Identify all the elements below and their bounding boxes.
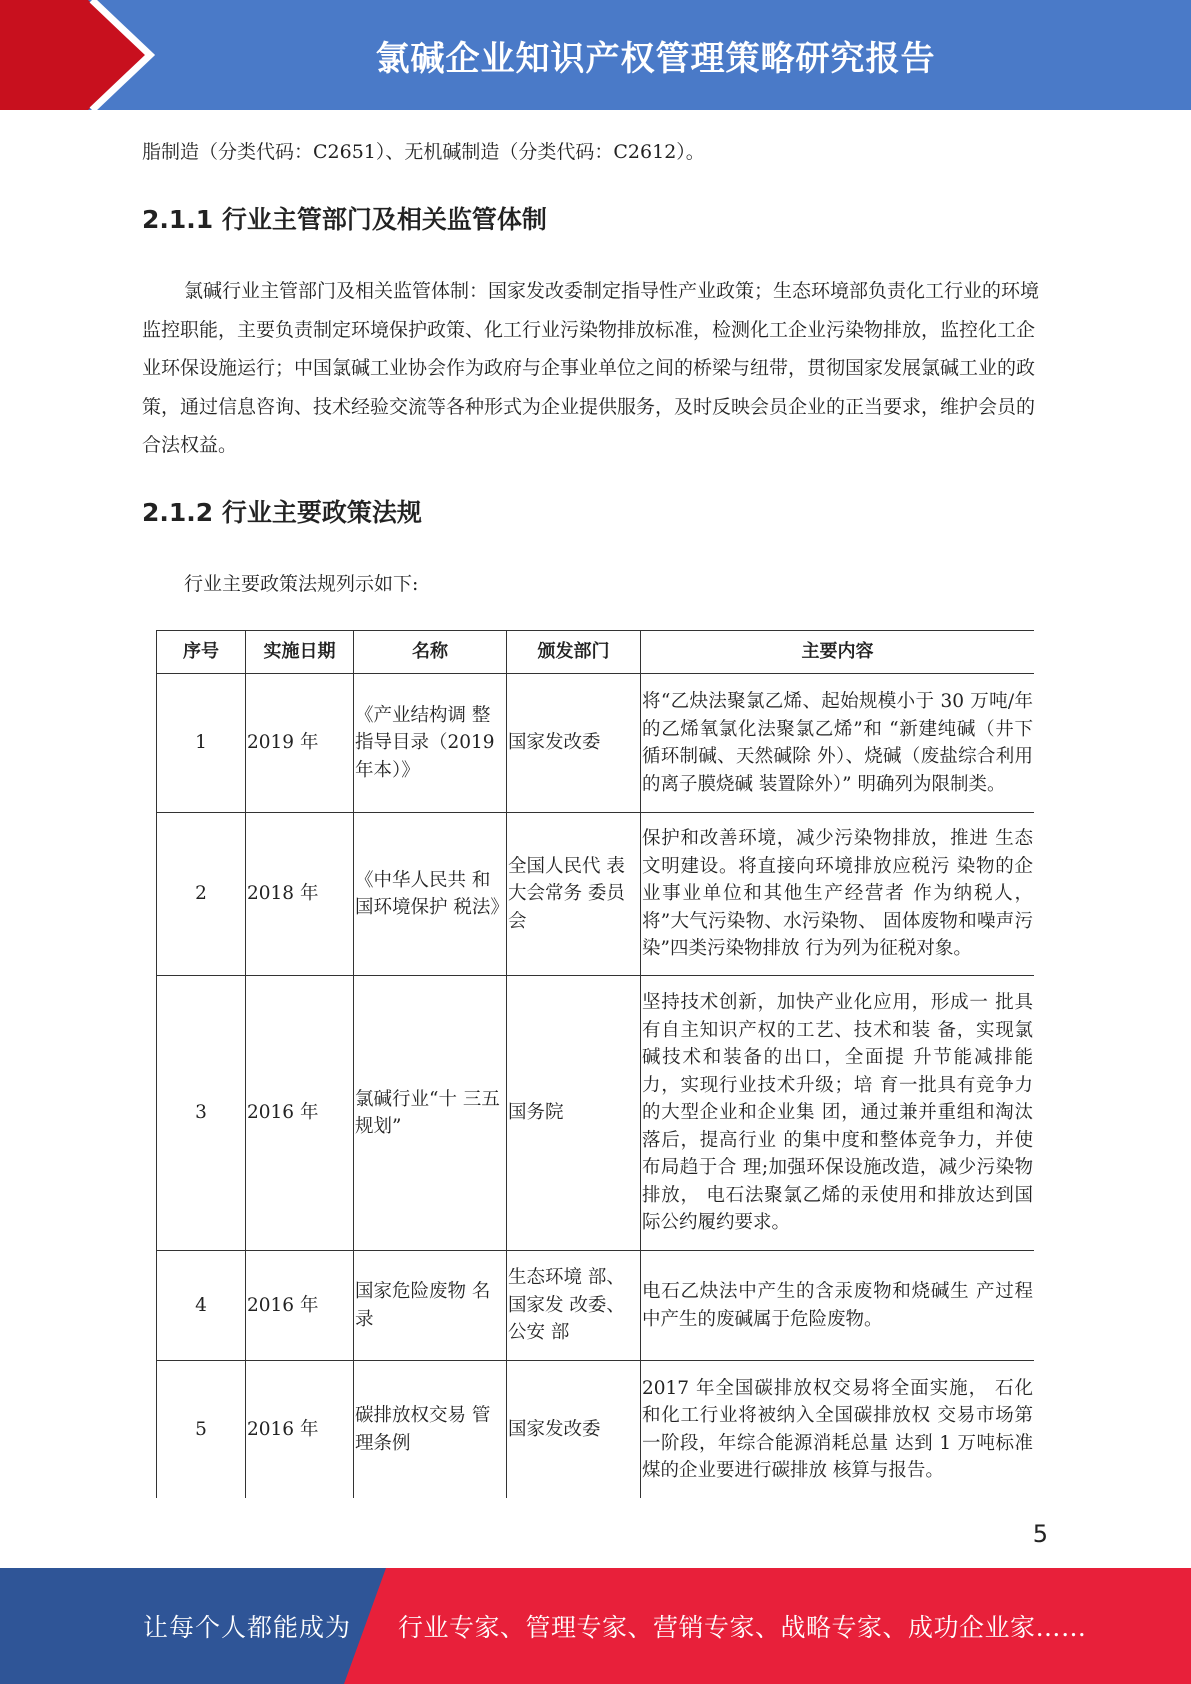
column-header-content: 主要内容 <box>641 631 1035 674</box>
cell-content: 2017 年全国碳排放权交易将全面实施， 石化和化工行业将被纳入全国碳排放权 交易市场第一阶段，年综合能源消耗总量 达到 1 万吨标准煤的企业要进行碳排放 核算与报告。 <box>641 1361 1035 1499</box>
section-2-1-2-lead: 行业主要政策法规列示如下: <box>184 573 419 595</box>
cell-date: 2016 年 <box>246 1361 354 1499</box>
cell-date: 2016 年 <box>246 976 354 1251</box>
section-2-1-1-body: 氯碱行业主管部门及相关监管体制：国家发改委制定指导性产业政策；生态环境部负责化工行业的环境监控职能，主要负责制定环境保护政策、化工行业污染物排放标准，检测化工企业污染物排放，监控化工企业环保设施运行；中国氯碱工业协会作为政府与企事业单位之间的桥梁与纽带，贯彻国家发展氯碱工业的政策，通过信息咨询、技术经验交流等各种形式为企业提供服务，及时反映会员企业的正当要求，维护会员的合法权益。 <box>142 280 1040 456</box>
footer-slogan-right: 行业专家、管理专家、营销专家、战略专家、成功企业家…… <box>398 1613 1087 1642</box>
cell-dept: 国务院 <box>507 976 641 1251</box>
cell-dept: 全国人民代 表大会常务 委员会 <box>507 813 641 976</box>
cell-dept: 国家发改委 <box>507 674 641 813</box>
table-row <box>157 976 1035 1251</box>
policy-table <box>156 630 1034 1498</box>
table-header-row <box>157 631 1035 674</box>
intro-line: 脂制造（分类代码：C2651）、无机碱制造（分类代码：C2612）。 <box>142 141 705 163</box>
policy-table-wrapper <box>156 630 1034 1498</box>
cell-date: 2019 年 <box>246 674 354 813</box>
cell-name: 《产业结构调 整指导目录（2019 年本）》 <box>354 674 507 813</box>
cell-no: 4 <box>157 1251 246 1361</box>
cell-content: 保护和改善环境，减少污染物排放，推进 生态文明建设。将直接向环境排放应税污 染物的企业事业单位和其他生产经营者 作为纳税人，将”大气污染物、水污染物、 固体废物和噪声污染”四类污染物排放 行为列为征税对象。 <box>641 813 1035 976</box>
column-header-date: 实施日期 <box>246 631 354 674</box>
red-arrow-decoration <box>0 0 160 110</box>
column-header-dept: 颁发部门 <box>507 631 641 674</box>
page-number: 5 <box>1032 1520 1048 1548</box>
column-header-name: 名称 <box>354 631 507 674</box>
cell-name: 碳排放权交易 管理条例 <box>354 1361 507 1499</box>
table-row <box>157 674 1035 813</box>
cell-name: 《中华人民共 和国环境保护 税法》 <box>354 813 507 976</box>
table-row <box>157 1251 1035 1361</box>
cell-name: 氯碱行业“十 三五规划” <box>354 976 507 1251</box>
cell-content: 电石乙炔法中产生的含汞废物和烧碱生 产过程中产生的废碱属于危险废物。 <box>641 1251 1035 1361</box>
table-row <box>157 1361 1035 1499</box>
cell-date: 2018 年 <box>246 813 354 976</box>
cell-no: 1 <box>157 674 246 813</box>
cell-content: 坚持技术创新，加快产业化应用，形成一 批具有自主知识产权的工艺、技术和装 备，实现氯碱技术和装备的出口，全面提 升节能减排能力，实现行业技术升级；培 育一批具有竞争力的大型企业和企业集 团，通过兼并重组和淘汰落后，提高行业 的集中度和整体竞争力，并使布局趋于合 理;加强环保设施改造，减少污染物排放， 电石法聚氯乙烯的汞使用和排放达到国 际公约履约要求。 <box>641 976 1035 1251</box>
cell-no: 3 <box>157 976 246 1251</box>
cell-content: 将“乙炔法聚氯乙烯、起始规模小于 30 万吨/年的乙烯氧氯化法聚氯乙烯”和 “新建纯碱（井下循环制碱、天然碱除 外）、烧碱（废盐综合利用的离子膜烧碱 装置除外）” 明确列为限制类。 <box>641 674 1035 813</box>
cell-name: 国家危险废物 名录 <box>354 1251 507 1361</box>
cell-date: 2016 年 <box>246 1251 354 1361</box>
table-row <box>157 813 1035 976</box>
section-heading-2-1-1: 2.1.1 行业主管部门及相关监管体制 <box>142 205 547 234</box>
cell-no: 2 <box>157 813 246 976</box>
page-footer <box>0 1568 1191 1684</box>
footer-slogan-left: 让每个人都能成为 <box>143 1613 352 1642</box>
document-title: 氯碱企业知识产权管理策略研究报告 <box>375 38 936 79</box>
cell-dept: 国家发改委 <box>507 1361 641 1499</box>
cell-no: 5 <box>157 1361 246 1499</box>
column-header-no: 序号 <box>157 631 246 674</box>
page-header <box>0 0 1191 110</box>
section-heading-2-1-2: 2.1.2 行业主要政策法规 <box>142 498 422 527</box>
cell-dept: 生态环境 部、国家发 改委、公安 部 <box>507 1251 641 1361</box>
